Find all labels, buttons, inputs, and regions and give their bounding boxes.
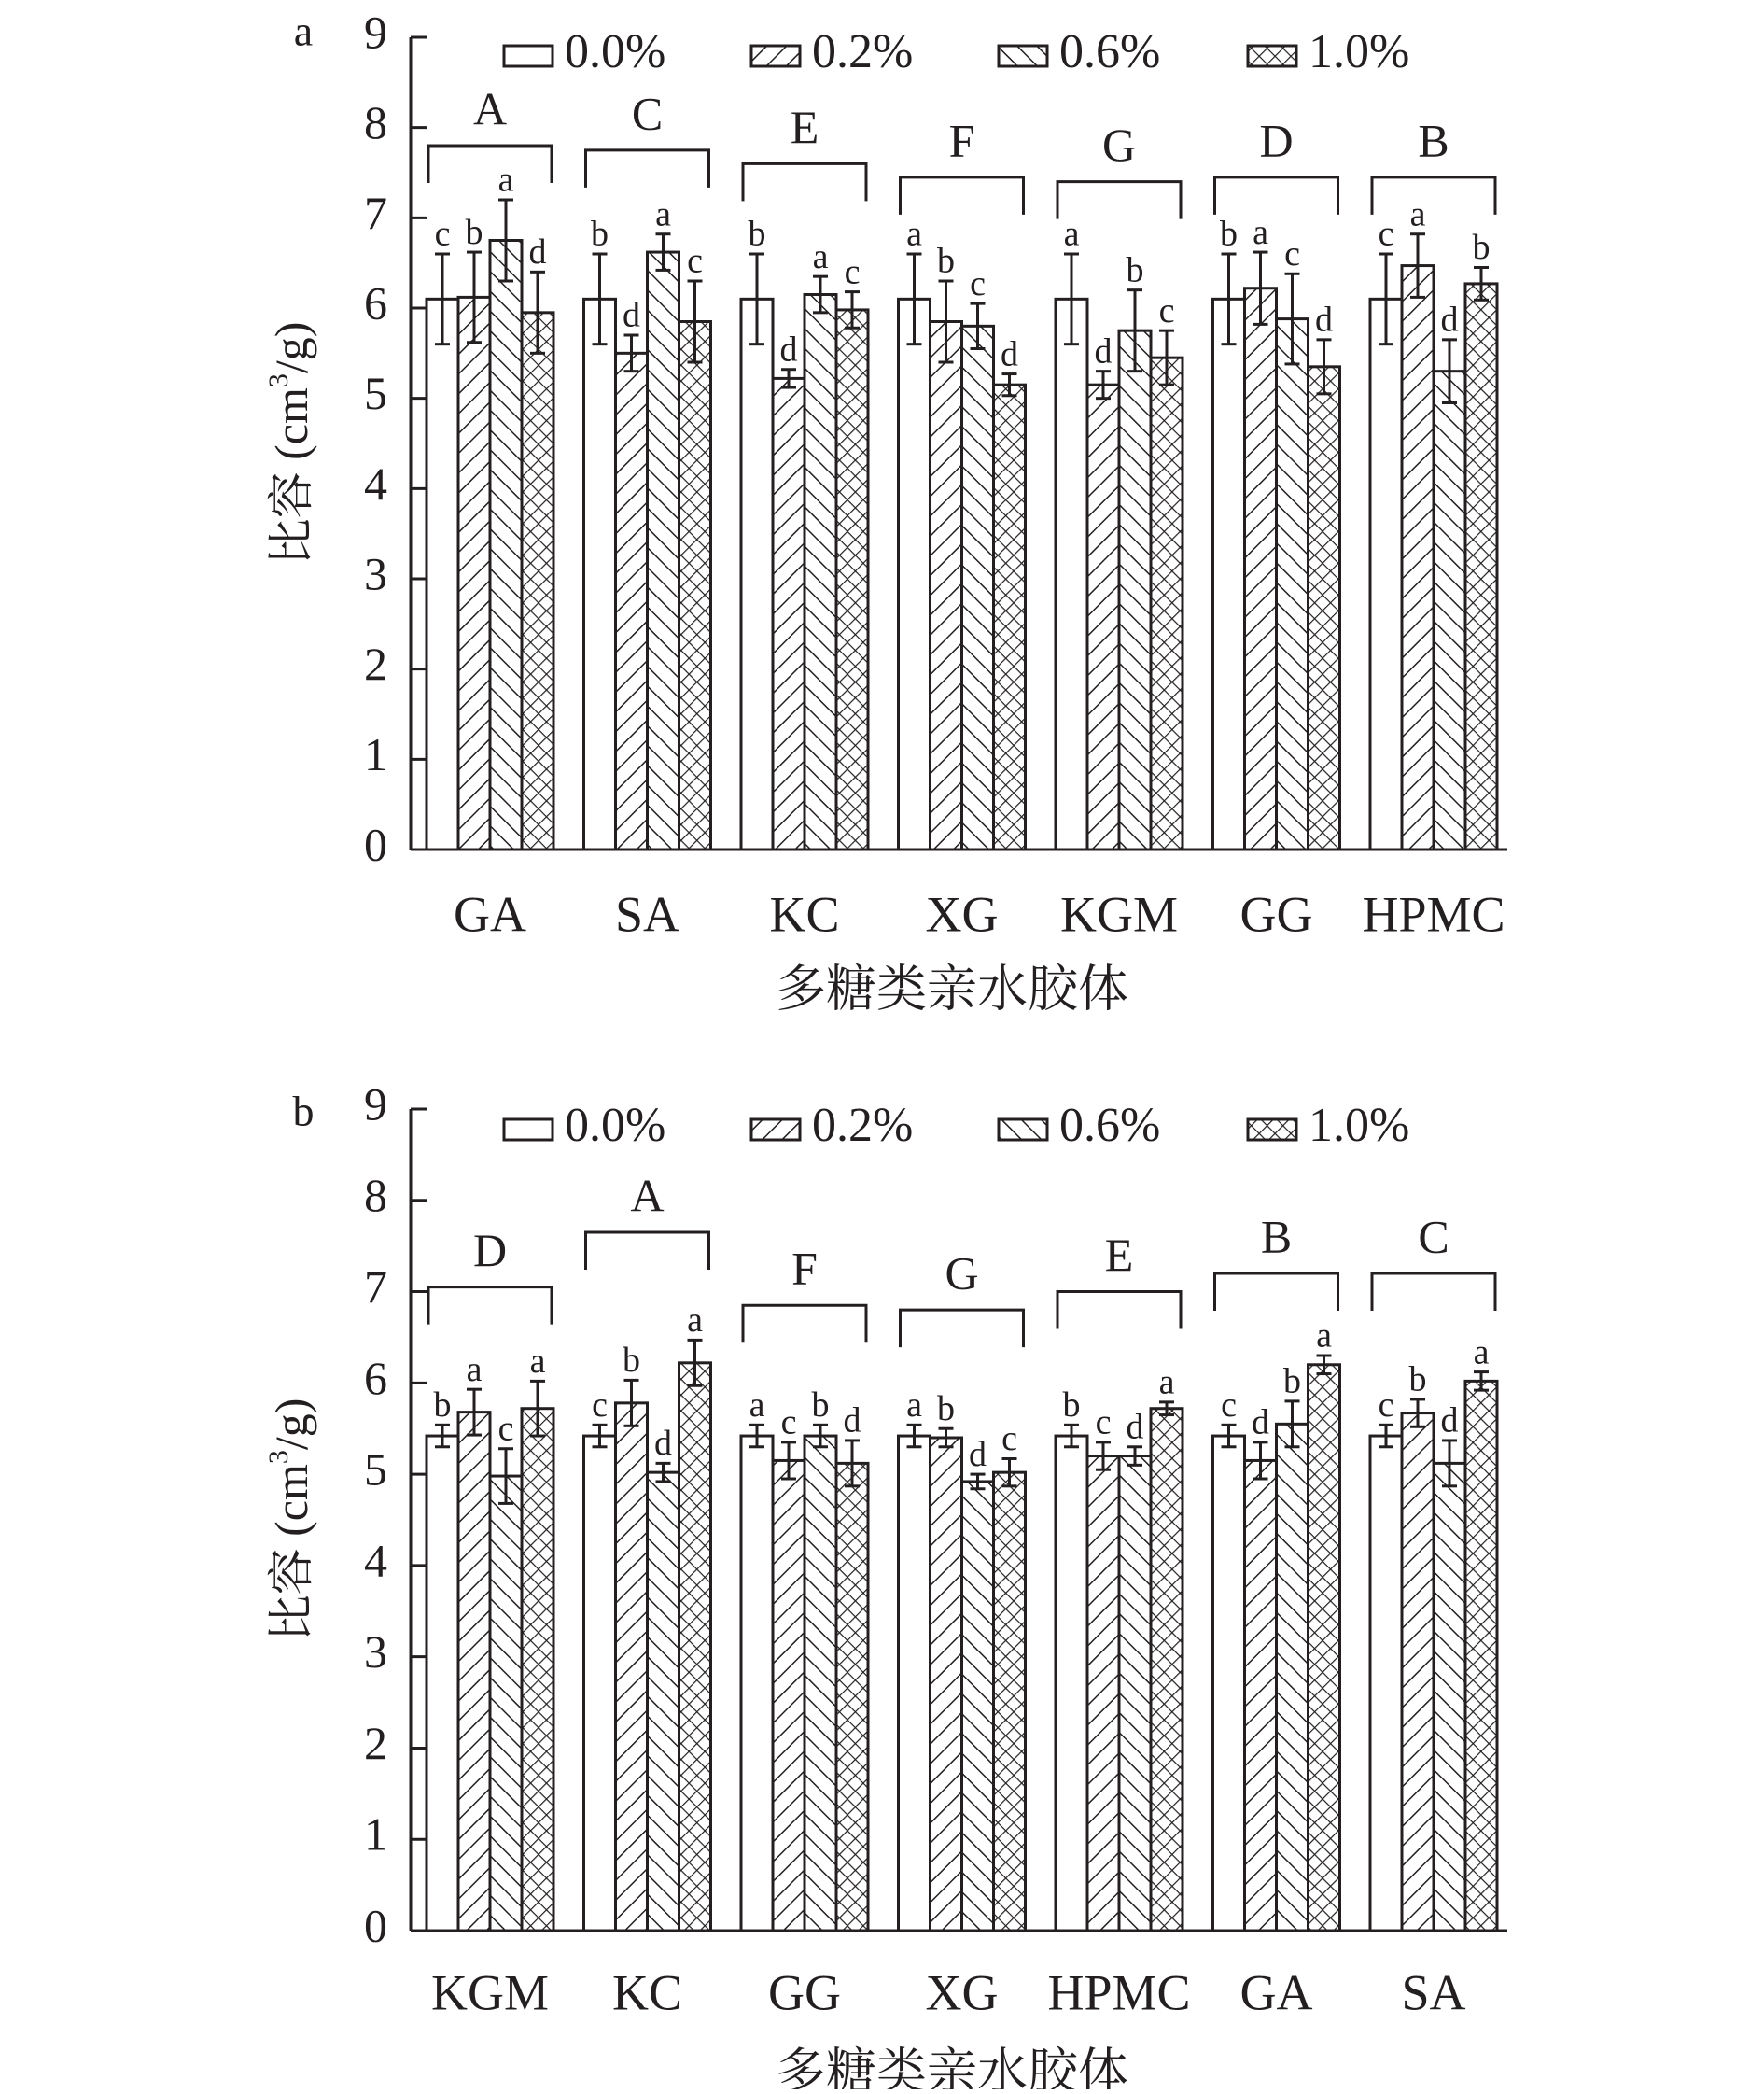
- significance-letter: b: [811, 1385, 830, 1426]
- significance-letter: b: [937, 241, 955, 281]
- bar: [1277, 1424, 1309, 1931]
- legend-swatch: [751, 1119, 800, 1140]
- significance-letter: d: [1440, 300, 1459, 340]
- category-label: XG: [925, 1964, 999, 2021]
- bar: [584, 1436, 616, 1931]
- category-label: GA: [454, 886, 526, 943]
- significance-letter: d: [1126, 1407, 1144, 1447]
- group-letter: A: [472, 82, 508, 135]
- bar: [1119, 1456, 1151, 1931]
- significance-letter: a: [687, 1300, 703, 1341]
- legend-swatch: [1248, 46, 1296, 66]
- bar: [1309, 367, 1340, 850]
- significance-letter: d: [1315, 300, 1333, 340]
- significance-letter: c: [687, 241, 703, 281]
- y-tick-label: 2: [364, 1716, 387, 1769]
- significance-letter: c: [1284, 233, 1300, 274]
- y-tick-label: 2: [364, 638, 387, 691]
- legend-swatch: [999, 1119, 1047, 1140]
- bar: [616, 353, 648, 850]
- bar: [1245, 288, 1277, 850]
- significance-letter: c: [780, 1402, 797, 1442]
- group-bracket: [428, 1287, 552, 1325]
- bar: [1277, 319, 1309, 850]
- significance-letter: d: [623, 295, 640, 335]
- y-tick-label: 4: [364, 1534, 387, 1587]
- significance-letter: a: [1158, 1362, 1175, 1402]
- y-tick-label: 6: [364, 1351, 387, 1404]
- bar: [1213, 299, 1245, 850]
- significance-letter: c: [1001, 1419, 1017, 1459]
- significance-letter: a: [812, 236, 829, 276]
- legend-swatch: [504, 1119, 553, 1140]
- y-tick-label: 7: [364, 186, 387, 239]
- bar: [931, 1438, 962, 1931]
- x-axis-title: 多糖类亲水胶体: [776, 961, 1128, 1018]
- bar: [899, 299, 931, 850]
- significance-letter: a: [1473, 1332, 1490, 1372]
- x-axis-title: 多糖类亲水胶体: [776, 2044, 1128, 2089]
- significance-letter: c: [1378, 1385, 1394, 1426]
- group-letter: G: [1101, 119, 1137, 172]
- y-tick-label: 4: [364, 457, 387, 510]
- bar: [836, 310, 868, 850]
- bar: [679, 1363, 711, 1931]
- bar: [1151, 358, 1183, 850]
- significance-letter: c: [1221, 1385, 1237, 1426]
- category-label: KGM: [1059, 886, 1179, 943]
- category-label: GG: [768, 1964, 841, 2021]
- significance-letter: a: [1253, 212, 1268, 252]
- legend-swatch: [1248, 1119, 1296, 1140]
- group-bracket: [743, 1305, 866, 1342]
- category-label: SA: [614, 886, 680, 943]
- significance-letter: d: [843, 1400, 861, 1441]
- significance-letter: a: [529, 1342, 546, 1382]
- y-tick-label: 3: [364, 547, 387, 600]
- bar: [1370, 1436, 1402, 1931]
- panel-b-chart: [263, 1077, 1507, 2089]
- category-label: HPMC: [1047, 1964, 1191, 2021]
- group-letter: C: [631, 87, 664, 140]
- significance-letter: b: [1126, 250, 1144, 290]
- significance-letter: a: [1063, 214, 1080, 254]
- y-tick-label: 6: [364, 276, 387, 330]
- group-letter: A: [630, 1169, 665, 1222]
- group-letter: B: [1260, 1210, 1293, 1263]
- y-tick-label: 9: [364, 1077, 387, 1131]
- bar: [1056, 299, 1087, 850]
- group-bracket: [1372, 1273, 1495, 1311]
- bar: [1465, 284, 1497, 850]
- significance-letter: b: [748, 214, 766, 254]
- significance-letter: a: [749, 1385, 765, 1426]
- bar: [741, 1436, 773, 1931]
- bar: [490, 1476, 522, 1931]
- legend-swatch: [751, 46, 800, 66]
- significance-letter: d: [1252, 1402, 1269, 1442]
- y-tick-label: 5: [364, 367, 387, 420]
- category-label: KGM: [430, 1964, 550, 2021]
- legend-label: 1.0%: [1309, 1098, 1410, 1152]
- bar: [584, 299, 616, 850]
- bar: [899, 1436, 931, 1931]
- legend-label: 0.0%: [565, 1098, 666, 1152]
- legend-label: 0.6%: [1059, 24, 1161, 78]
- bar: [1087, 385, 1119, 850]
- bar: [773, 1460, 805, 1931]
- bar: [931, 322, 962, 850]
- bar: [1087, 1456, 1119, 1931]
- category-label: GA: [1239, 1964, 1313, 2021]
- significance-letter: c: [1095, 1402, 1112, 1442]
- bar: [1213, 1436, 1245, 1931]
- significance-letter: a: [466, 1349, 483, 1389]
- significance-letter: d: [1094, 331, 1113, 372]
- significance-letter: d: [1001, 334, 1018, 374]
- bar: [962, 1482, 994, 1931]
- significance-letter: b: [1220, 214, 1238, 254]
- group-bracket: [901, 1310, 1024, 1347]
- y-axis-title: 比容 $(cm^3/g)$: [263, 1398, 318, 1642]
- y-tick-label: 0: [364, 1899, 387, 1952]
- legend-swatch: [999, 46, 1047, 66]
- significance-letter: c: [970, 263, 986, 303]
- bar: [458, 1412, 490, 1931]
- bar: [679, 322, 711, 850]
- bar: [1465, 1381, 1497, 1931]
- bar: [1434, 1463, 1465, 1931]
- significance-letter: b: [1283, 1361, 1301, 1401]
- bar: [427, 1436, 458, 1931]
- significance-letter: a: [906, 214, 922, 254]
- group-bracket: [1215, 177, 1338, 215]
- significance-letter: c: [592, 1385, 608, 1426]
- group-letter: F: [791, 1242, 818, 1295]
- y-axis-title: 比容 $(cm^3/g)$: [263, 321, 318, 566]
- bar: [994, 385, 1026, 850]
- significance-letter: a: [1316, 1315, 1332, 1356]
- group-bracket: [586, 1232, 709, 1270]
- significance-letter: b: [623, 1341, 640, 1381]
- bar: [616, 1403, 648, 1931]
- bar: [490, 241, 522, 850]
- group-letter: E: [1104, 1229, 1134, 1282]
- group-bracket: [586, 150, 709, 188]
- y-tick-label: 7: [364, 1260, 387, 1314]
- group-letter: F: [948, 114, 975, 167]
- group-letter: D: [1259, 114, 1294, 167]
- significance-letter: d: [654, 1424, 672, 1464]
- significance-letter: b: [1408, 1359, 1427, 1399]
- bar: [1370, 299, 1402, 850]
- significance-letter: a: [906, 1385, 922, 1426]
- bar: [805, 1436, 836, 1931]
- bar: [994, 1472, 1026, 1931]
- group-letter: C: [1418, 1210, 1449, 1263]
- significance-letter: b: [433, 1385, 452, 1426]
- significance-letter: c: [1378, 214, 1394, 254]
- category-label: SA: [1401, 1964, 1466, 2021]
- category-label: HPMC: [1362, 886, 1505, 943]
- bar: [1056, 1436, 1087, 1931]
- bar: [458, 297, 490, 850]
- y-tick-label: 9: [364, 6, 387, 59]
- group-bracket: [1057, 182, 1181, 219]
- significance-letter: b: [1472, 228, 1491, 268]
- category-label: KC: [611, 1964, 683, 2021]
- bar: [522, 313, 553, 850]
- group-bracket: [1372, 177, 1495, 215]
- group-letter: D: [472, 1224, 508, 1277]
- group-bracket: [428, 146, 552, 183]
- y-tick-label: 0: [364, 818, 387, 871]
- bar: [522, 1409, 553, 1931]
- group-bracket: [1057, 1292, 1181, 1329]
- significance-letter: b: [465, 212, 483, 252]
- significance-letter: a: [655, 194, 671, 234]
- category-label: GG: [1239, 886, 1313, 943]
- panel-label: b: [292, 1087, 315, 1135]
- significance-letter: c: [844, 252, 861, 292]
- bar: [1402, 1413, 1434, 1931]
- significance-letter: c: [1158, 290, 1175, 330]
- legend-label: 0.2%: [812, 1098, 914, 1152]
- significance-letter: d: [779, 330, 798, 370]
- bar: [1402, 266, 1434, 850]
- group-bracket: [1215, 1273, 1338, 1311]
- legend-label: 0.0%: [565, 24, 666, 78]
- bar: [962, 326, 994, 850]
- panel-label: a: [293, 7, 314, 55]
- bar: [1309, 1365, 1340, 1931]
- bar: [773, 378, 805, 850]
- group-bracket: [743, 163, 866, 201]
- group-letter: E: [790, 100, 819, 153]
- bar: [648, 252, 679, 850]
- bar: [1245, 1460, 1277, 1931]
- y-tick-label: 8: [364, 96, 387, 149]
- category-label: KC: [769, 886, 840, 943]
- group-bracket: [901, 177, 1024, 215]
- significance-letter: d: [528, 232, 547, 273]
- bar: [805, 295, 836, 850]
- bar: [427, 299, 458, 850]
- significance-letter: c: [434, 214, 451, 254]
- bar: [648, 1472, 679, 1931]
- category-label: XG: [925, 886, 999, 943]
- bar: [1119, 330, 1151, 850]
- significance-letter: b: [937, 1388, 955, 1428]
- bar: [741, 299, 773, 850]
- significance-letter: d: [969, 1434, 987, 1474]
- bar: [1434, 372, 1465, 850]
- y-tick-label: 3: [364, 1625, 387, 1679]
- y-tick-label: 8: [364, 1169, 387, 1222]
- group-letter: G: [945, 1246, 979, 1300]
- legend-label: 0.6%: [1059, 1098, 1161, 1152]
- significance-letter: d: [1440, 1400, 1459, 1441]
- bar: [836, 1463, 868, 1931]
- significance-letter: b: [591, 214, 609, 254]
- legend-label: 0.2%: [812, 24, 914, 78]
- y-tick-label: 1: [364, 1807, 387, 1861]
- group-letter: B: [1418, 114, 1449, 167]
- panel-a-chart: [263, 6, 1507, 1017]
- legend-label: 1.0%: [1309, 24, 1410, 78]
- significance-letter: b: [1062, 1385, 1081, 1426]
- significance-letter: c: [497, 1409, 514, 1449]
- legend-swatch: [504, 46, 553, 66]
- bar: [1151, 1409, 1183, 1931]
- significance-letter: a: [497, 160, 514, 200]
- y-tick-label: 5: [364, 1442, 387, 1496]
- significance-letter: a: [1409, 194, 1426, 234]
- y-tick-label: 1: [364, 727, 387, 780]
